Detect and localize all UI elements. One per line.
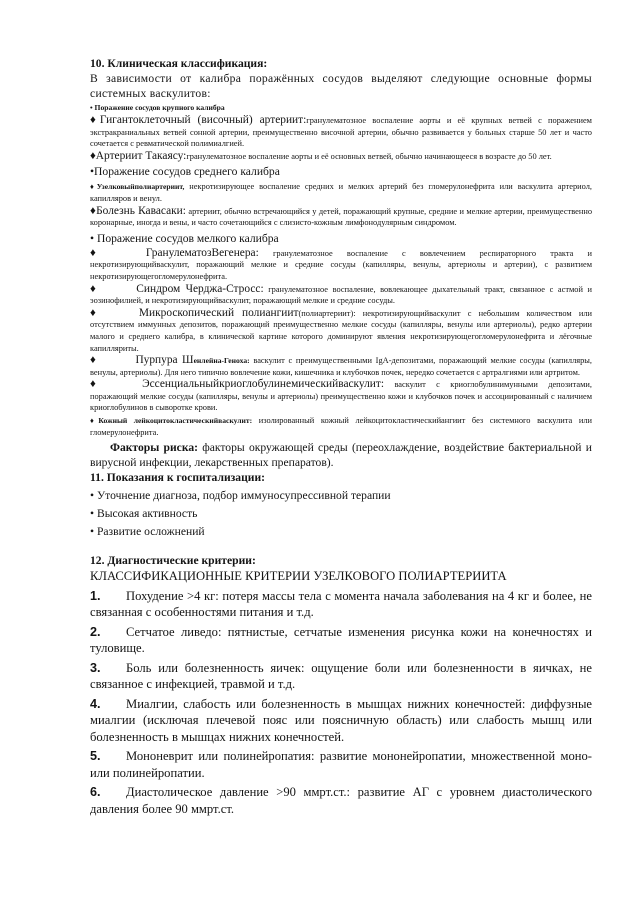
- hospitalization-item: • Развитие осложнений: [90, 525, 205, 539]
- churg-strauss-syndrome: [90, 284, 592, 307]
- polyarteritis-desc: некротизирующее воспаление средних и мелких артерий без гломерулонефрита или васкулита артериол, капилляров и венул.: [90, 182, 592, 203]
- cryo-desc: васкулит с криоглобулинимунными депозитами, поражающий мелкие сосуды (капилляры, венулы и артериолы) преимущественно кожи и клубочков почек и ассоциированный с наличием криоглобулинов в сыворотке крови.: [90, 380, 592, 413]
- takayasu-arteritis: [90, 151, 592, 163]
- takayasu-desc: гранулематозное воспаление аорты и её основных ветвей, обычно начинающееся в возрасте до 50 лет.: [186, 151, 552, 161]
- criterion-number: 2.: [90, 624, 101, 639]
- kawasaki-desc: артериит, обычно встречающийся у детей, поражающий крупные, средние и мелкие артерии, преимущественно коронарные, иногда и вены, и часто сочетающийся с слизисто-кожным лимфонодулярным синдромом.: [90, 206, 593, 228]
- criterion-number: 5.: [90, 749, 101, 764]
- criterion-item: [90, 588, 592, 621]
- criterion-item: [90, 748, 592, 781]
- leuko-name: ♦Кожный лейкоцитокластическийваскулит:: [90, 416, 253, 426]
- criterion-item: [90, 660, 592, 693]
- risk-factors-desc: факторы окружающей среды (переохлаждение, воздействие бактериальной и вирусной инфекции, лекарственных препаратов).: [90, 441, 592, 470]
- churg-name: Синдром Черджа-Стросс:: [136, 282, 264, 295]
- wegener-granulomatosis: [90, 248, 592, 283]
- criterion-text: Миалгии, слабость или болезненность в мышцах нижних конечностей: диффузные миалгии (исключая плечевой пояс или поясничную область) или слабость мышц или болезненность в мышцах нижних конечностей.: [90, 696, 592, 744]
- giant-cell-arteritis-desc: гранулематозное воспаление аорты и её крупных ветвей с поражением экстракраниальных ветвей сонной артерии, преимущественно височной артерии, обычно развивается у больных старше 50 лет и часто сочетается с ревматической полимиалгией.: [90, 116, 592, 149]
- kawasaki-name: ♦Болезнь Кавасаки:: [90, 204, 186, 217]
- giant-cell-arteritis-name: ♦Гигантоклеточный (височный) артериит:: [90, 114, 307, 126]
- hospitalization-item: • Высокая активность: [90, 507, 198, 521]
- small-vessel-heading: • Поражение сосудов мелкого калибра: [90, 231, 279, 245]
- micro-desc: (полиартериит): некротизирующийваскулит с небольшим количеством или отсутствием иммунных депозитов, поражающий преимущественно мелкие сосуды (капилляры, венулы или артериолы), редко артерии малого и среднего калибра, в клинической картине которого доминируют явления некротизирующегогломерулонефрита и лёгочные капилляриты.: [90, 308, 593, 353]
- leukocytoclastic-vasculitis: [90, 415, 592, 438]
- criterion-text: Сетчатое ливедо: пятнистые, сетчатые изменения рисунка кожи на конечностях и туловище.: [90, 624, 592, 656]
- cryo-name: Эссенциальныйкриоглобулинемическийваскулит:: [142, 378, 385, 391]
- criterion-text: Похудение >4 кг: потеря массы тела с момента начала заболевания на 4 кг и более, не связанная с особенностями питания и т.д.: [90, 588, 592, 620]
- micro-name: Микроскопический полиангиит: [138, 306, 299, 319]
- takayasu-name: ♦Артериит Такаясу:: [90, 149, 187, 162]
- large-vessel-heading: • Поражение сосудов крупного калибра: [90, 103, 225, 112]
- cryoglobulinemic-vasculitis: [90, 379, 592, 414]
- purpura-name-rest: енлейна-Геноха:: [193, 356, 250, 366]
- hospitalization-item: • Уточнение диагноза, подбор иммуносупрессивной терапии: [90, 489, 391, 503]
- kawasaki-disease: [90, 206, 592, 229]
- polyarteritis-nodosa: [90, 181, 592, 204]
- purpura-desc: васкулит с преимущественными IgA-депозитами, поражающий мелкие сосуды (капилляры, венулы, артериолы). Для него типично вовлечение кожи, кишечника и клубочков почек, нередко сочетается с артралгиями или артритом.: [90, 356, 593, 377]
- medium-vessel-heading: •Поражение сосудов среднего калибра: [90, 165, 280, 179]
- micro-diamond: ♦: [90, 306, 101, 319]
- purpura-diamond: ♦: [90, 354, 98, 367]
- section-10-title: 10. Клиническая классификация:: [90, 57, 268, 70]
- criterion-item: [90, 624, 592, 657]
- criterion-number: 3.: [90, 660, 101, 675]
- risk-factors-label: Факторы риска:: [110, 441, 198, 455]
- criterion-text: Мононеврит или полинейропатия: развитие мононейропатии, множественной моно- или полинейропатии.: [90, 749, 592, 780]
- criterion-number: 1.: [90, 588, 101, 603]
- document-page: [90, 56, 592, 817]
- microscopic-polyangiitis: [90, 308, 592, 354]
- criterion-item: [90, 784, 592, 817]
- giant-cell-arteritis: [90, 115, 592, 150]
- criterion-number: 6.: [90, 785, 101, 800]
- wegener-diamond: ♦: [90, 246, 108, 259]
- risk-factors: [90, 440, 592, 470]
- wegener-desc: гранулематозное воспаление с вовлечением респираторного тракта и некротизирующийваскулит, поражающий мелкие и средние сосуды (капилляры, венулы, артериолы и артерии), с развитием некротизирующегогломерулонефрита.: [90, 248, 593, 281]
- churg-desc: гранулематозное воспаление, вовлекающее дыхательный тракт, связанное с астмой и эозинофилией, и некротизирующийваскулит, поражающий мелкие и средние сосуды.: [90, 284, 592, 306]
- criterion-item: [90, 696, 592, 746]
- section-11-title: 11. Показания к госпитализации:: [90, 471, 265, 485]
- cryo-diamond: ♦: [90, 378, 105, 391]
- criteria-subtitle: КЛАССИФИКАЦИОННЫЕ КРИТЕРИИ УЗЕЛКОВОГО ПОЛИАРТЕРИИТА: [90, 569, 507, 584]
- section-10-intro: В зависимости от калибра поражённых сосудов выделяют следующие основные формы системных васкулитов:: [90, 72, 592, 100]
- henoch-schonlein-purpura: [90, 355, 592, 378]
- leuko-desc: изолированный кожный лейкоцитокластическийангиит без системного васкулита или гломерулонефрита.: [90, 416, 593, 437]
- section-12-title: 12. Диагностические критерии:: [90, 554, 256, 568]
- polyarteritis-name: ♦Узелковыйполиартериит,: [90, 182, 185, 192]
- criterion-number: 4.: [90, 696, 101, 711]
- purpura-name: Пурпура Ш: [135, 354, 194, 367]
- criterion-text: Диастолическое давление >90 ммрт.ст.: развитие АГ с уровнем диастолического давления более 90 ммрт.ст.: [90, 785, 592, 816]
- churg-diamond: ♦: [90, 282, 99, 295]
- criterion-text: Боль или болезненность яичек: ощущение боли или болезненности в яичках, не связанное с инфекцией, травмой и т.д.: [90, 660, 592, 692]
- wegener-name: ГранулематозВегенера:: [145, 246, 259, 259]
